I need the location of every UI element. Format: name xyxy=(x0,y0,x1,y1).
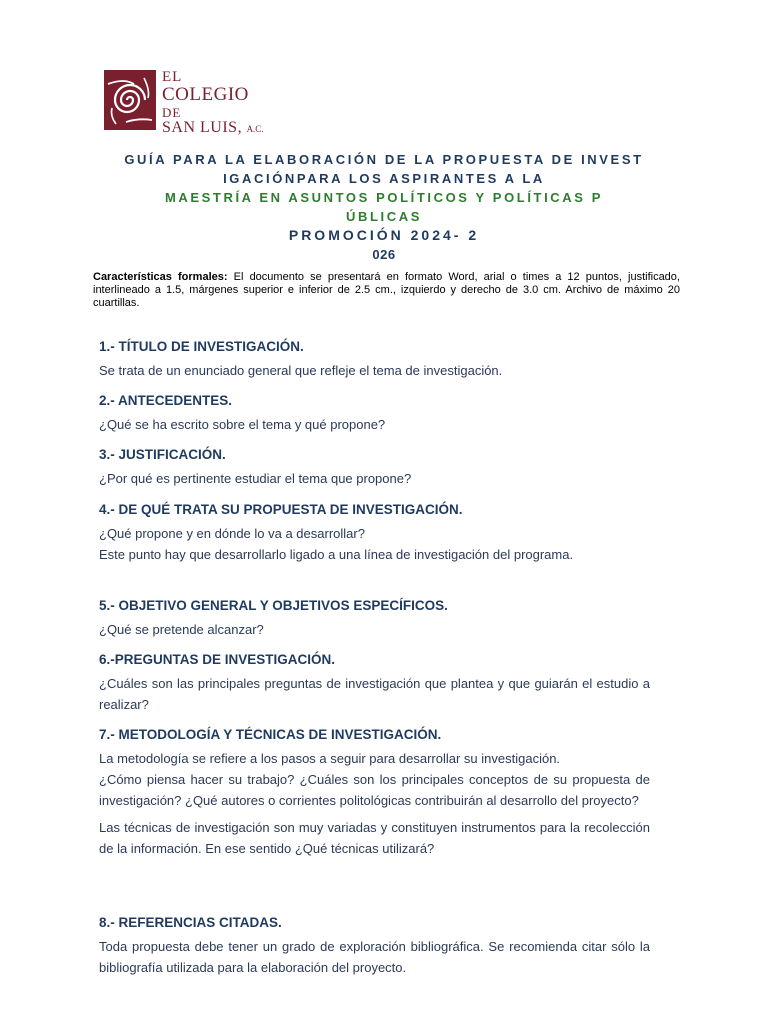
section-paragraph: ¿Cómo piensa hacer su trabajo? ¿Cuáles son los principales conceptos de su propuesta de investigación? ¿Qué autores o corrientes politológicas contribuirán al desarrollo del proyecto? xyxy=(99,772,650,808)
formal-characteristics xyxy=(93,271,680,310)
section-title: 1.- TÍTULO DE INVESTIGACIÓN. xyxy=(99,339,304,354)
section-title: 5.- OBJETIVO GENERAL Y OBJETIVOS ESPECÍFICOS. xyxy=(99,598,448,613)
section-paragraph: Se trata de un enunciado general que refleje el tema de investigación. xyxy=(99,363,503,378)
section-paragraph: Toda propuesta debe tener un grado de exploración bibliográfica. Se recomienda citar sólo la bibliografía utilizada para la elaboración del proyecto. xyxy=(99,939,650,975)
logo-suffix: A.C. xyxy=(246,124,264,134)
section-title: 7.- METODOLOGÍA Y TÉCNICAS DE INVESTIGACIÓN. xyxy=(99,727,442,742)
section-2 xyxy=(99,392,650,435)
logo-text xyxy=(162,70,264,137)
college-logo xyxy=(104,68,294,136)
section-paragraph: Este punto hay que desarrollarlo ligado a una línea de investigación del programa. xyxy=(99,547,574,562)
section-title: 8.- REFERENCIAS CITADAS. xyxy=(99,915,282,930)
title-line-1: GUÍA PARA LA ELABORACIÓN DE LA PROPUESTA DE INVEST xyxy=(124,152,644,167)
title-line-2: IGACIÓNPARA LOS ASPIRANTES A LA xyxy=(223,171,545,186)
title-line-4: ÚBLICAS xyxy=(346,209,422,224)
logo-line-4 xyxy=(162,120,264,137)
section-paragraph: ¿Qué propone y en dónde lo va a desarrollar? xyxy=(99,526,365,541)
logo-line-1: EL xyxy=(162,69,183,85)
section-paragraph: ¿Cuáles son las principales preguntas de investigación que plantea y que guiarán el estudio a realizar? xyxy=(99,676,650,712)
logo-line-3: DE xyxy=(162,105,182,120)
spiral-logo-icon xyxy=(104,70,156,130)
characteristics-label: Características formales: xyxy=(93,271,228,283)
characteristics-text: El documento se presentará en formato Word, arial o times a 12 puntos, justificado, interlineado a 1.5, márgenes superior e inferior de 2.5 cm., izquierdo y derecho de 3.0 cm. Archivo de máximo 20 cuartillas. xyxy=(93,271,680,309)
section-5 xyxy=(99,597,650,640)
logo-line-2: COLEGIO xyxy=(162,84,249,105)
section-paragraph: La metodología se refiere a los pasos a seguir para desarrollar su investigación. xyxy=(99,751,561,766)
section-title: 6.-PREGUNTAS DE INVESTIGACIÓN. xyxy=(99,652,336,667)
section-4 xyxy=(99,501,650,565)
title-line-5: PROMOCIÓN 2024- 2 xyxy=(288,227,480,243)
title-line-6: 026 xyxy=(372,247,396,262)
section-title: 3.- JUSTIFICACIÓN. xyxy=(99,447,226,462)
section-1 xyxy=(99,338,650,381)
section-6 xyxy=(99,651,650,715)
section-title: 2.- ANTECEDENTES. xyxy=(99,393,233,408)
section-paragraph: ¿Qué se pretende alcanzar? xyxy=(99,622,264,637)
section-3 xyxy=(99,446,650,489)
document-title xyxy=(100,150,668,264)
section-paragraph: ¿Por qué es pertinente estudiar el tema que propone? xyxy=(99,471,412,486)
section-8 xyxy=(99,914,650,978)
title-line-3: MAESTRÍA EN ASUNTOS POLÍTICOS Y POLÍTICAS P xyxy=(164,190,604,205)
section-paragraph: ¿Qué se ha escrito sobre el tema y qué propone? xyxy=(99,417,386,432)
section-paragraph: Las técnicas de investigación son muy variadas y constituyen instrumentos para la recolección de la información. En ese sentido ¿Qué técnicas utilizará? xyxy=(99,820,650,856)
logo-line-4-text: SAN LUIS, xyxy=(162,119,243,136)
section-7 xyxy=(99,726,650,859)
section-title: 4.- DE QUÉ TRATA SU PROPUESTA DE INVESTIGACIÓN. xyxy=(99,502,463,517)
